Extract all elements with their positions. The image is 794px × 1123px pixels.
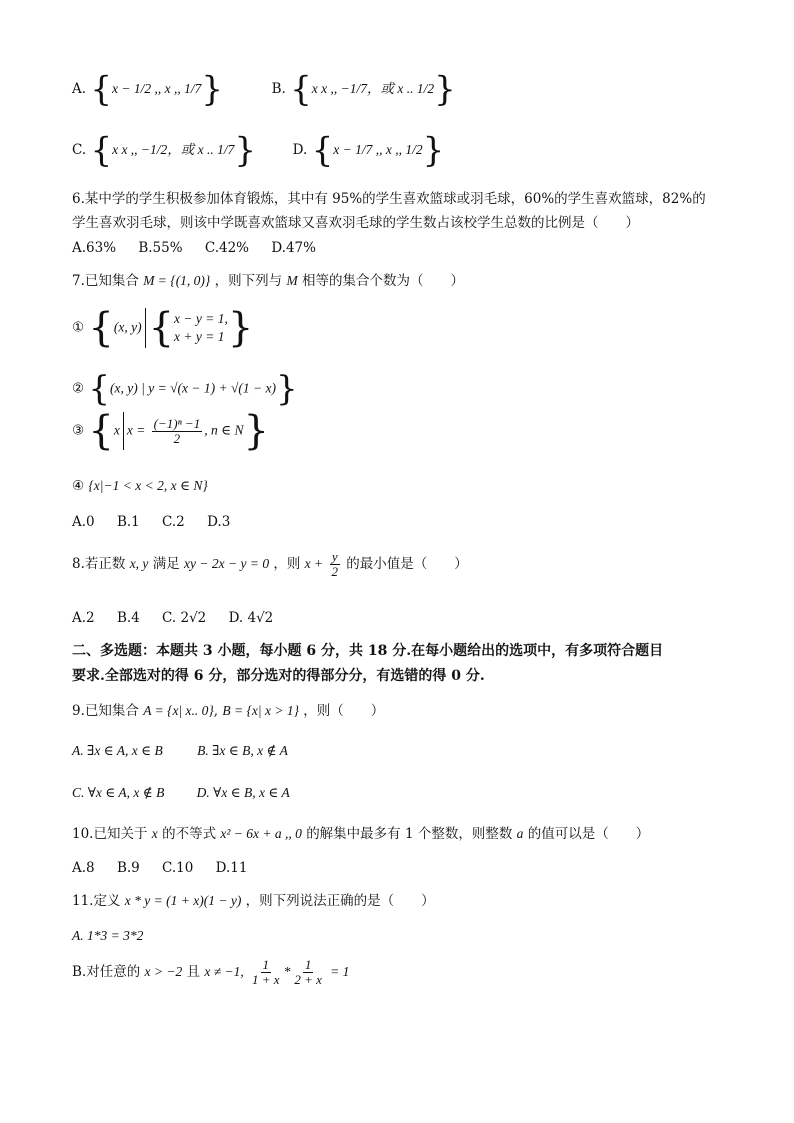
q7-item-3-fraction: $\frac{\text{(−1)ⁿ −1}}{2}$	[153, 415, 201, 446]
q8-option-a: A.2	[72, 610, 95, 626]
q5-option-b-body: x x ,, −1/7，或 x .. 1/2	[311, 80, 435, 96]
q11-option-a: A. 1*3 = 3*2	[72, 928, 144, 943]
q11-fraction-2: $\frac{1}{2 + x}$	[294, 957, 322, 987]
q11-option-b: B.对任意的 x > −2 且 x ≠ −1, $\frac{1}{1 + x}$ * $\frac{1}{2 + x}$ = 1	[72, 957, 350, 987]
q5-option-d: D. {x − 1/7 ,, x ,, 1/2}	[292, 130, 445, 170]
q6-line-2: 学生喜欢羽毛球，则该中学既喜欢篮球又喜欢羽毛球的学生数占该校学生总数的比例是（ ）	[72, 215, 639, 231]
q8-options	[72, 607, 291, 629]
q5-option-c-body: x x ,, −1/2，或 x .. 1/7	[112, 141, 235, 157]
q6-option-c: C.42%	[204, 240, 250, 256]
q6-options	[72, 237, 334, 259]
q11-fraction-1: $\frac{1}{1 + x}$	[252, 957, 280, 987]
q9-set-b: B = {x| x > 1}	[222, 703, 299, 718]
q5-option-a-body: x − 1/2 ,, x ,, 1/7	[111, 80, 202, 96]
q7-stem: 7.已知集合 M = {(1, 0)} ，则下列与 M 相等的集合个数为（ ）	[72, 273, 464, 289]
section-2-heading-line-1: 二、多选题：本题共 3 小题，每小题 6 分，共 18 分.在每小题给出的选项中，有多项符合题目	[72, 643, 664, 659]
q7-option-d: D.3	[207, 514, 231, 530]
q9-option-b: B. ∃x ∈ B, x ∉ A	[197, 743, 288, 758]
q8-option-b: B.4	[116, 610, 140, 626]
q10-option-a: A.8	[72, 860, 95, 876]
q5-option-a: A. {x − 1/2 ,, x ,, 1/7}	[72, 69, 223, 109]
q9-stem: 9.已知集合 A = {x| x.. 0}, B = {x| x > 1} ，则（ ）	[72, 703, 385, 719]
q7-item-3: ③ {x x = $\frac{\text{(−1)ⁿ −1}}{2}$ , n ∈ N}	[72, 408, 269, 454]
section-2-heading-line-2: 要求.全部选对的得 6 分，部分选对的得部分分，有选错的得 0 分.	[72, 668, 485, 684]
q9-set-a: A = {x| x.. 0}	[143, 703, 214, 718]
q7-item-1: ① {(x, y) { x − y = 1, x + y = 1 }	[72, 305, 254, 351]
q7-item-2: ② {(x, y) | y = √(x − 1) + √(1 − x)}	[72, 369, 298, 409]
q10-option-d: D.11	[215, 860, 248, 876]
q5-options-row-1	[72, 69, 456, 109]
q6-option-d: D.47%	[271, 240, 316, 256]
q5-option-b: B. {x x ,, −1/7，或 x .. 1/2}	[271, 69, 456, 109]
q6-option-b: B.55%	[138, 240, 183, 256]
q9-options-row-1	[72, 740, 306, 762]
q5-options-row-2	[72, 130, 445, 170]
q9-option-d: D. ∀x ∈ B, x ∈ A	[196, 785, 290, 800]
q7-option-c: C.2	[162, 514, 185, 530]
q8-stem: 8.若正数 x, y 满足 xy − 2x − y = 0 ，则 x + $\frac{y}{2}$ 的最小值是（ ）	[72, 549, 468, 579]
q7-option-a: A.0	[72, 514, 95, 530]
q7-option-b: B.1	[116, 514, 140, 530]
q9-options-row-2	[72, 782, 308, 804]
q6-option-a: A.63%	[72, 240, 117, 256]
q8-option-c: C. 2√2	[162, 610, 207, 626]
q11-stem: 11.定义 x * y = (1 + x)(1 − y) ，则下列说法正确的是（ ）	[72, 893, 435, 909]
q8-fraction: $\frac{y}{2}$	[331, 549, 338, 579]
q9-option-a: A. ∃x ∈ A, x ∈ B	[72, 743, 163, 758]
q5-option-d-body: x − 1/7 ,, x ,, 1/2	[333, 141, 423, 157]
q6-line-1: 6.某中学的学生积极参加体育锻炼，其中有 95%的学生喜欢篮球或羽毛球，60%的学生喜欢篮球，82%的	[72, 191, 706, 207]
q10-inequality: x² − 6x + a ,, 0	[220, 826, 302, 841]
q8-option-d: D. 4√2	[228, 610, 274, 626]
q11-definition: x * y = (1 + x)(1 − y)	[124, 893, 242, 908]
q5-option-c: C. {x x ,, −1/2，或 x .. 1/7}	[72, 130, 257, 170]
q9-option-c: C. ∀x ∈ A, x ∉ B	[72, 785, 165, 800]
q10-stem: 10.已知关于 x 的不等式 x² − 6x + a ,, 0 的解集中最多有 1 个整数，则整数 a 的值可以是（ ）	[72, 826, 650, 842]
q10-option-c: C.10	[162, 860, 194, 876]
q7-item-4: ④ {x|−1 < x < 2, x ∈ N}	[72, 478, 208, 494]
q7-options	[72, 511, 248, 533]
q7-item-1-system: x − y = 1, x + y = 1	[174, 311, 228, 344]
q10-options	[72, 857, 265, 879]
q10-option-b: B.9	[116, 860, 140, 876]
q7-set-m: M = {(1, 0)}	[143, 273, 211, 288]
